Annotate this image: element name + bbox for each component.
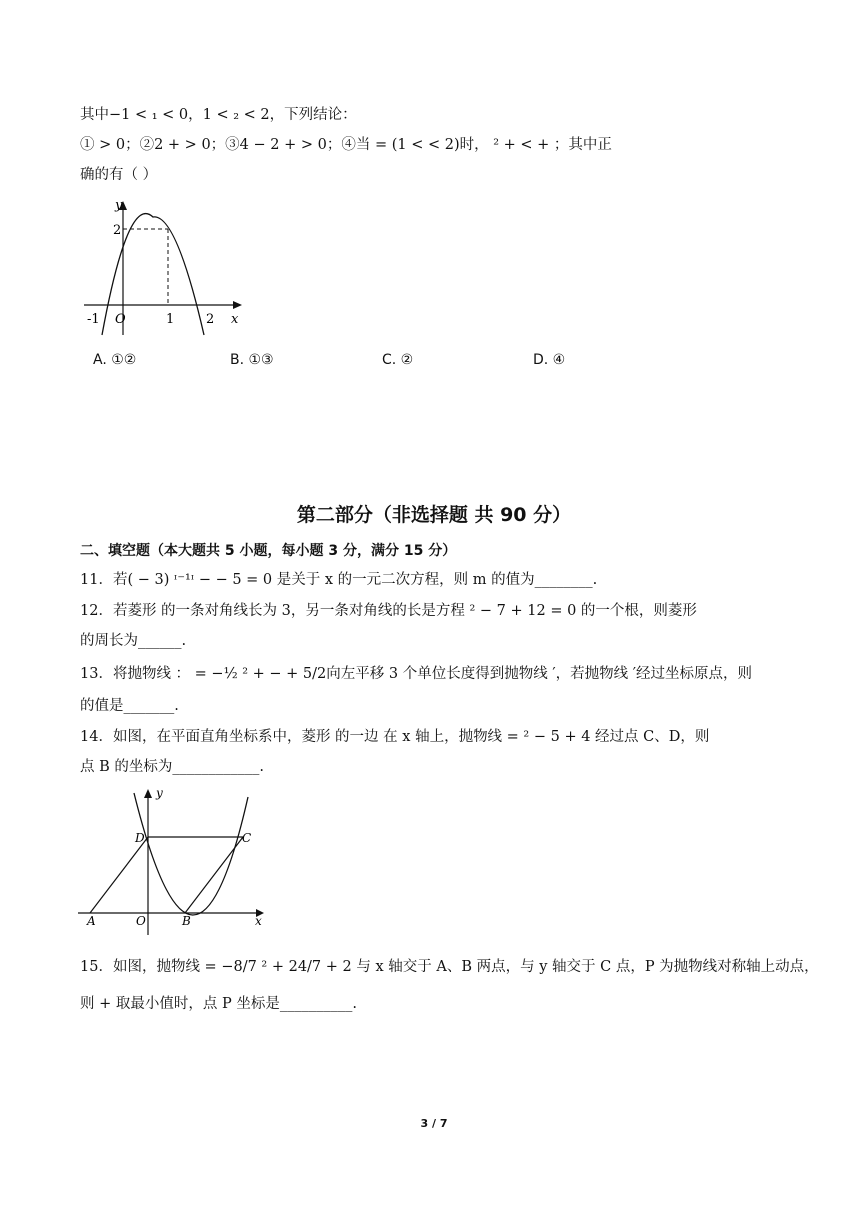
rhombus-side-ad: [90, 837, 148, 913]
question-13-line-1: 13．将抛物线 ： = −½ ² + − + 5/2向左平移 3 个单位长度得到抛物线 ′，若抛物线 ′经过坐标原点，则: [80, 666, 753, 682]
option-c: C. ②: [382, 352, 414, 368]
question-14-line-1: 14．如图，在平面直角坐标系中，菱形 的一边 在 x 轴上，抛物线 = ² − 5 + 4 经过点 C、D，则: [80, 729, 710, 745]
x-axis-label: x: [231, 312, 239, 327]
question-11: 11．若( − 3) ᶦ⁻¹ᶦ − − 5 = 0 是关于 x 的一元二次方程，则 m 的值为________.: [80, 572, 598, 588]
y-axis-arrow: [144, 789, 152, 798]
part-title: 第二部分（非选择题 共 90 分）: [296, 504, 572, 526]
tick-label-neg1: -1: [87, 312, 100, 327]
tick-label-1: 1: [166, 312, 175, 327]
option-a: A. ①②: [93, 352, 137, 368]
y-axis-label: y: [156, 786, 163, 800]
question-13-line-2: 的值是_______.: [80, 698, 179, 714]
origin-label: O: [115, 312, 126, 327]
question-10-intro: 其中−1 < ₁ < 0，1 < ₂ < 2，下列结论：: [80, 107, 357, 123]
section-header: 二、填空题（本大题共 5 小题，每小题 3 分，满分 15 分）: [80, 543, 457, 559]
point-d-label: D: [135, 831, 145, 845]
point-b-label: B: [182, 914, 191, 928]
y-tick-label-2: 2: [113, 223, 122, 238]
option-b: B. ①③: [230, 352, 274, 368]
parabola-curve: [134, 793, 248, 915]
question-10-prompt-end: 确的有（ ）: [80, 167, 158, 183]
question-15-line-1: 15．如图，抛物线 = −8/7 ² + 24/7 + 2 与 x 轴交于 A、B 两点，与 y 轴交于 C 点，P 为抛物线对称轴上动点，: [80, 959, 819, 975]
y-axis-label: y: [115, 198, 123, 213]
question-14-line-2: 点 B 的坐标为____________.: [80, 759, 264, 775]
question-12-line-1: 12．若菱形 的一条对角线长为 3，另一条对角线的长是方程 ² − 7 + 12 = 0 的一个根，则菱形: [80, 603, 697, 619]
point-c-label: C: [242, 831, 252, 845]
option-d: D. ④: [533, 352, 566, 368]
parabola-graph-1: [80, 193, 250, 343]
rhombus-side-cb: [185, 837, 243, 913]
point-a-label: A: [87, 914, 96, 928]
x-axis-label: x: [255, 914, 262, 928]
parabola-graph-2: [78, 785, 268, 945]
question-10-conclusions: ① > 0；②2 + > 0；③4 − 2 + > 0；④当 = (1 < < 2)时， ² + < + ；其中正: [80, 137, 612, 153]
question-15-line-2: 则 + 取最小值时，点 P 坐标是__________.: [80, 996, 357, 1012]
page-number: 3 / 7: [420, 1117, 448, 1130]
tick-label-2: 2: [206, 312, 215, 327]
origin-label: O: [136, 914, 146, 928]
question-12-line-2: 的周长为______.: [80, 633, 187, 649]
x-axis-arrow: [233, 301, 242, 309]
